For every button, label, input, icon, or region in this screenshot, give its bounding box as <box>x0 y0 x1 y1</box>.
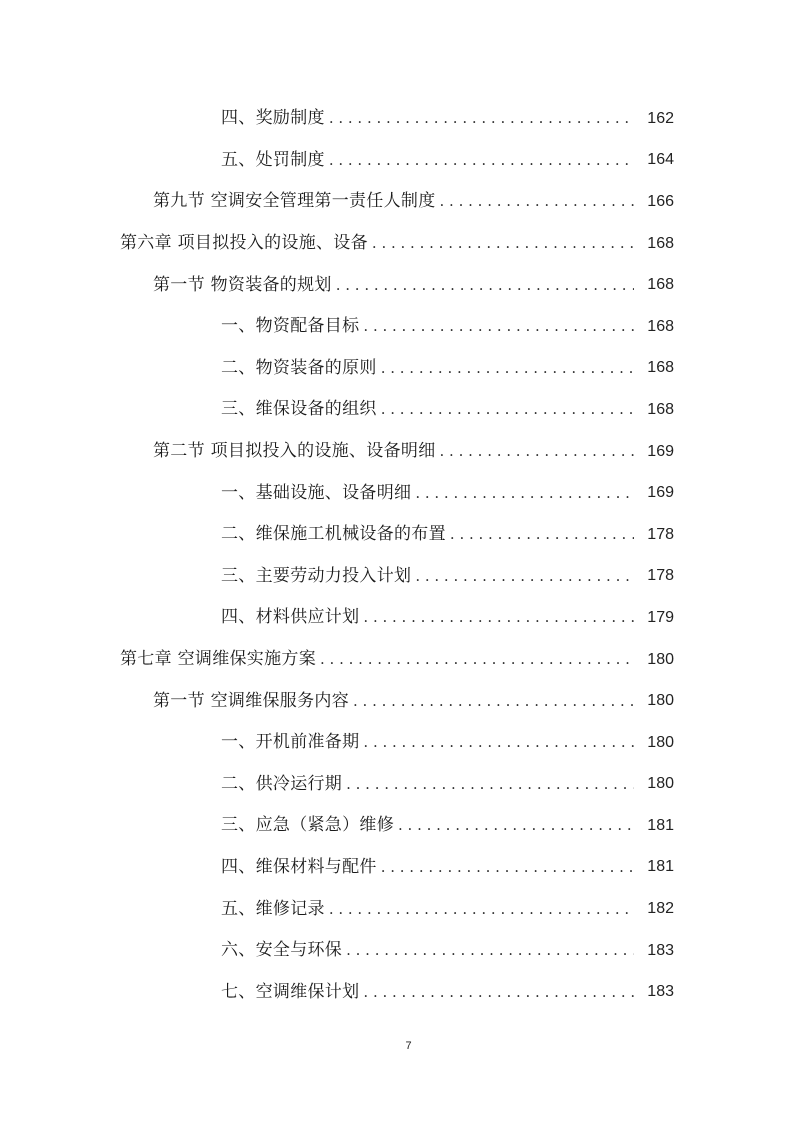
toc-entry[interactable] <box>0 971 793 1013</box>
toc-entry-title: 二、供冷运行期 <box>221 773 343 794</box>
dot-leader <box>353 694 634 709</box>
toc-entry-page-number: 168 <box>647 234 674 252</box>
toc-entry-title: 三、维保设备的组织 <box>221 399 377 420</box>
toc-entry-page-number: 182 <box>647 900 674 918</box>
dot-leader <box>381 361 634 376</box>
toc-entry[interactable] <box>0 639 793 681</box>
dot-leader <box>363 735 634 750</box>
toc-entry-title: 四、奖励制度 <box>221 108 325 129</box>
dot-leader <box>398 818 634 833</box>
toc-entry-page-number: 180 <box>647 650 674 668</box>
dot-leader <box>363 985 634 1000</box>
toc-entry-title: 一、开机前准备期 <box>221 732 360 753</box>
toc-entry-page-number: 169 <box>647 484 674 502</box>
dot-leader <box>329 902 634 917</box>
toc-entry-title: 第二节 项目拟投入的设施、设备明细 <box>153 441 436 462</box>
toc-entry-page-number: 178 <box>647 525 674 543</box>
toc-entry-title: 第九节 空调安全管理第一责任人制度 <box>153 191 436 212</box>
toc-entry-page-number: 180 <box>647 692 674 710</box>
toc-entry-title: 一、基础设施、设备明细 <box>221 482 412 503</box>
toc-entry-title: 六、安全与环保 <box>221 940 343 961</box>
toc-entry-title: 二、维保施工机械设备的布置 <box>221 524 446 545</box>
toc-entry-title: 第一节 物资装备的规划 <box>153 274 332 295</box>
toc-entry-page-number: 183 <box>647 983 674 1001</box>
toc-entry-title: 五、处罚制度 <box>221 149 325 170</box>
toc-entry-page-number: 181 <box>647 858 674 876</box>
toc-entry-title: 三、应急（紧急）维修 <box>221 815 394 836</box>
toc-entry-title: 四、维保材料与配件 <box>221 856 377 877</box>
dot-leader <box>381 860 634 875</box>
toc-entry-page-number: 169 <box>647 442 674 460</box>
toc-entry[interactable] <box>0 223 793 265</box>
toc-entry[interactable] <box>0 98 793 140</box>
toc-entry[interactable] <box>0 514 793 556</box>
toc-entry-page-number: 164 <box>647 151 674 169</box>
toc-entry-page-number: 168 <box>647 400 674 418</box>
dot-leader <box>440 194 634 209</box>
toc-entry[interactable] <box>0 140 793 182</box>
toc-entry-title: 第七章 空调维保实施方案 <box>120 649 317 670</box>
toc-entry[interactable] <box>0 805 793 847</box>
dot-leader <box>372 236 634 251</box>
dot-leader <box>415 569 634 584</box>
toc-entry-title: 一、物资配备目标 <box>221 316 360 337</box>
toc-entry[interactable] <box>0 472 793 514</box>
toc-entry-page-number: 178 <box>647 567 674 585</box>
toc-entry-page-number: 181 <box>647 816 674 834</box>
dot-leader <box>415 486 634 501</box>
toc-entry-title: 第六章 项目拟投入的设施、设备 <box>120 233 368 254</box>
toc-entry[interactable] <box>0 930 793 972</box>
toc-entry-page-number: 166 <box>647 192 674 210</box>
page-number: 7 <box>405 1040 412 1052</box>
toc-entry-title: 三、主要劳动力投入计划 <box>221 565 412 586</box>
toc-entry-title: 四、材料供应计划 <box>221 607 360 628</box>
dot-leader <box>381 402 634 417</box>
toc-entry-title: 五、维修记录 <box>221 898 325 919</box>
toc-entry[interactable] <box>0 764 793 806</box>
table-of-contents <box>0 98 793 1013</box>
dot-leader <box>363 319 634 334</box>
dot-leader <box>329 111 634 126</box>
toc-entry-title: 第一节 空调维保服务内容 <box>153 690 350 711</box>
toc-entry-page-number: 180 <box>647 775 674 793</box>
toc-entry[interactable] <box>0 389 793 431</box>
toc-entry-page-number: 168 <box>647 317 674 335</box>
toc-entry[interactable] <box>0 264 793 306</box>
toc-entry[interactable] <box>0 888 793 930</box>
toc-entry[interactable] <box>0 556 793 598</box>
toc-entry[interactable] <box>0 181 793 223</box>
toc-entry[interactable] <box>0 431 793 473</box>
dot-leader <box>329 153 634 168</box>
toc-entry[interactable] <box>0 306 793 348</box>
dot-leader <box>440 444 634 459</box>
dot-leader <box>320 652 634 667</box>
toc-entry-title: 二、物资装备的原则 <box>221 357 377 378</box>
dot-leader <box>346 777 634 792</box>
toc-entry[interactable] <box>0 348 793 390</box>
toc-entry[interactable] <box>0 680 793 722</box>
toc-entry-page-number: 179 <box>647 608 674 626</box>
toc-entry-page-number: 162 <box>647 109 674 127</box>
toc-entry[interactable] <box>0 847 793 889</box>
toc-entry-title: 七、空调维保计划 <box>221 981 360 1002</box>
dot-leader <box>336 278 634 293</box>
dot-leader <box>363 610 634 625</box>
toc-entry-page-number: 180 <box>647 733 674 751</box>
toc-entry[interactable] <box>0 597 793 639</box>
dot-leader <box>450 527 634 542</box>
toc-entry[interactable] <box>0 722 793 764</box>
toc-entry-page-number: 183 <box>647 941 674 959</box>
toc-entry-page-number: 168 <box>647 276 674 294</box>
dot-leader <box>346 943 634 958</box>
toc-entry-page-number: 168 <box>647 359 674 377</box>
